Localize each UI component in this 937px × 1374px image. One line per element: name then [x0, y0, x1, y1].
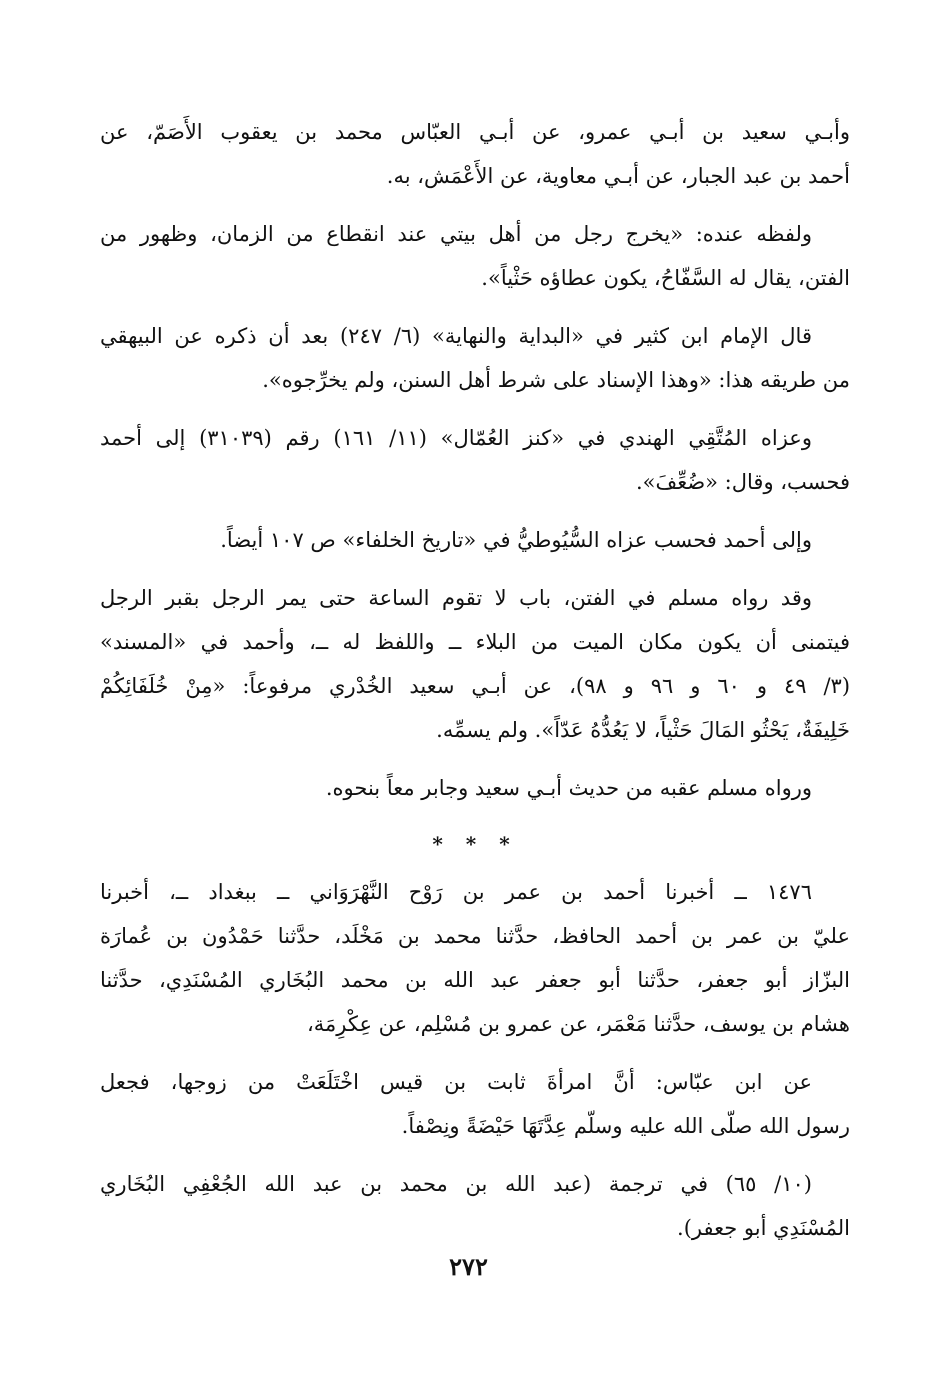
text-line: ولفظه عنده: «يخرج رجل من أهل بيتي عند انقطاع من الزمان، وظهور من — [100, 222, 812, 246]
text-line: وقد رواه مسلم في الفتن، باب لا تقوم الساعة حتى يمر الرجل بقبر الرجل — [100, 586, 812, 610]
text-line: المُسْنَدِي أبو جعفر). — [677, 1216, 850, 1240]
text-line: خَلِيفَةٌ، يَحْثُو المَالَ حَثْياً، لا يَعُدُّهُ عَدّاً». ولم يسمِّه. — [436, 718, 850, 742]
text-line: (١٠/ ٦٥) في ترجمة (عبد الله بن محمد بن عبد الله الجُعْفِي البُخَاري — [100, 1172, 812, 1196]
text-line: ١٤٧٦ ــ أخبرنا أحمد بن عمر بن رَوْح النَّهْرَوَاني ــ ببغداد ــ، أخبرنا — [100, 880, 812, 904]
text-line: الفتن، يقال له السَّفّاحُ، يكون عطاؤه حَثْياً». — [481, 266, 850, 290]
paragraph-muslim-jabir — [100, 766, 850, 810]
paragraph-wording — [100, 212, 850, 300]
text-line: عن ابن عبّاس: أنَّ امرأةَ ثابت بن قيس اخْتَلَعَتْ من زوجها، فجعل — [100, 1070, 812, 1094]
paragraph-muttaqi — [100, 416, 850, 504]
page-body — [100, 110, 850, 1264]
text-line: ورواه مسلم عقبه من حديث أبـي سعيد وجابر معاً بنحوه. — [325, 776, 812, 800]
text-line: رسول الله صلّى الله عليه وسلّم عِدَّتَهَا حَيْضَةً ونِصْفاً. — [401, 1114, 850, 1138]
text-line: البزّاز أبو جعفر، حدَّثنا أبو جعفر عبد الله بن محمد البُخَاري المُسْنَدِي، حدَّثنا — [100, 968, 850, 992]
paragraph-isnad-continuation — [100, 110, 850, 198]
text-line: وإلى أحمد فحسب عزاه السُّيُوطيُّ في «تاريخ الخلفاء» ص ١٠٧ أيضاً. — [220, 528, 812, 552]
paragraph-muslim-fitan — [100, 576, 850, 752]
paragraph-hadith-1476-reference — [100, 1162, 850, 1250]
text-line: قال الإمام ابن كثير في «البداية والنهاية» (٦/ ٢٤٧) بعد أن ذكره عن البيهقي — [100, 324, 812, 348]
paragraph-suyuti — [100, 518, 850, 562]
text-line: وعزاه المُتَّقِي الهندي في «كنز العُمّال» (١١/ ١٦١) رقم (٣١٠٣٩) إلى أحمد — [100, 426, 812, 450]
text-line: هشام بن يوسف، حدَّثنا مَعْمَر، عن عمرو بن مُسْلِم، عن عِكْرِمَة، — [306, 1012, 850, 1036]
paragraph-hadith-1476-matn — [100, 1060, 850, 1148]
text-line: (٣/ ٤٩ و ٦٠ و ٩٦ و ٩٨)، عن أبـي سعيد الخُدْري مرفوعاً: «مِنْ خُلَفَائِكُمْ — [100, 674, 851, 698]
section-separator: * * * — [432, 832, 518, 856]
text-line: عليّ بن عمر بن أحمد الحافظ، حدَّثنا محمد بن مَخْلَد، حدَّثنا حَمْدُون بن عُمارَة — [100, 924, 850, 948]
text-line: وأبـي سعيد بن أبـي عمرو، عن أبـي العبّاس محمد بن يعقوب الأَصَمّ، عن — [100, 120, 850, 144]
page-number: ٢٧٢ — [449, 1252, 488, 1281]
paragraph-ibn-kathir — [100, 314, 850, 402]
text-line: فحسب، وقال: «ضُعِّفَ». — [635, 470, 850, 494]
paragraph-hadith-1476-isnad — [100, 870, 850, 1046]
text-line: فيتمنى أن يكون مكان الميت من البلاء ــ واللفظ له ــ، وأحمد في «المسند» — [100, 630, 850, 654]
text-line: أحمد بن عبد الجبار، عن أبـي معاوية، عن الأَعْمَش، به. — [386, 164, 850, 188]
text-line: من طريقه هذا: «وهذا الإسناد على شرط أهل السنن، ولم يخرِّجوه». — [262, 368, 850, 392]
